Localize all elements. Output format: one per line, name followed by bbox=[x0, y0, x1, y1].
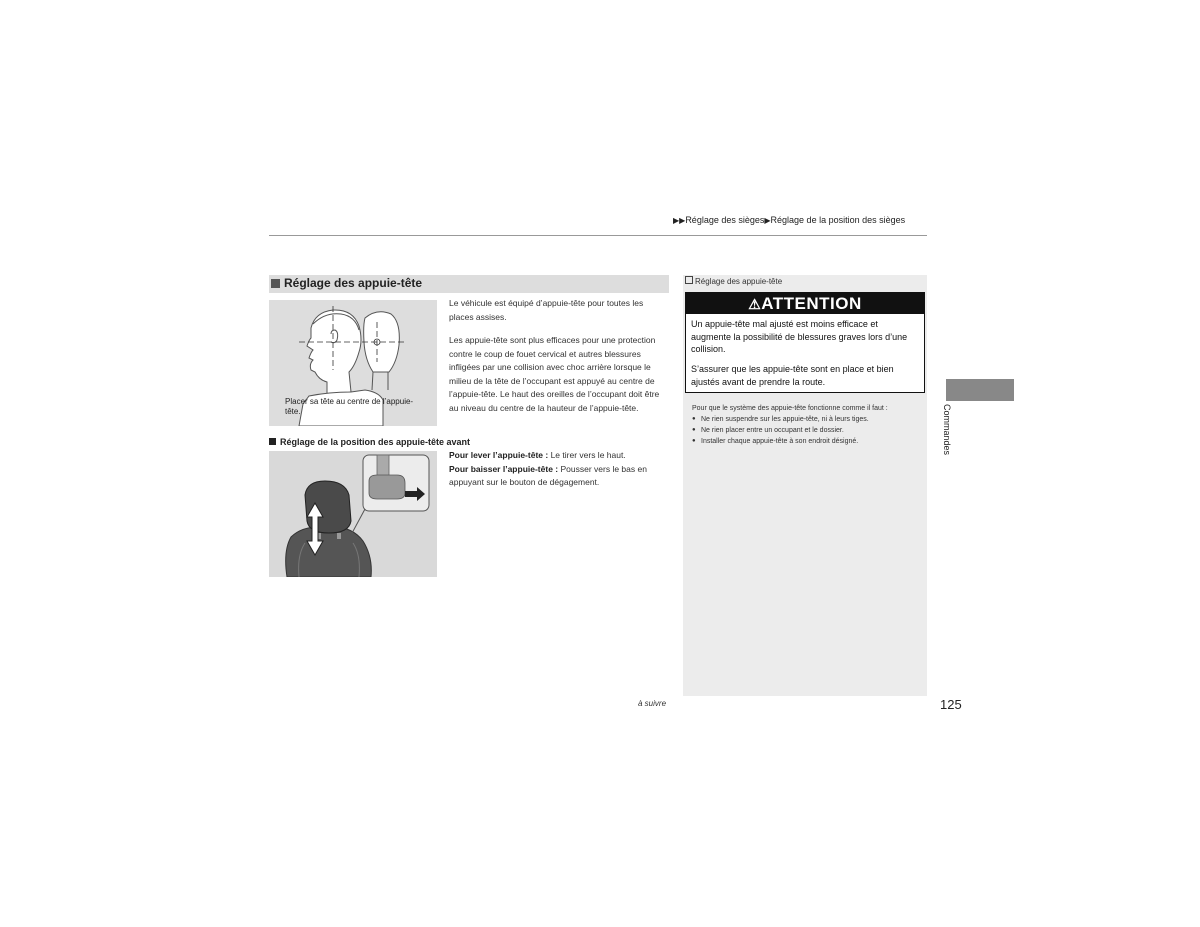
effectiveness-paragraph: Les appuie-tête sont plus efficaces pour une protection contre le coup de fouet cervical et autres blessures infligées par une collision avec choc arrière lorsque le milieu de la tête de l’occupant est appuyé au centre de l’appuie-tête. Le haut des oreilles de l’occupant doit être au niveau du centre de la hauteur de l’appuie-tête. bbox=[449, 335, 660, 413]
breadcrumb-separator: ▶ bbox=[764, 216, 771, 225]
list-item: ● Ne rien placer entre un occupant et le dossier. bbox=[692, 425, 920, 436]
warning-triangle-icon: ⚠ bbox=[748, 296, 762, 312]
side-notes-title bbox=[685, 276, 782, 286]
adjust-instructions bbox=[449, 449, 669, 490]
subsection-square-icon bbox=[269, 438, 276, 445]
chapter-tab[interactable] bbox=[946, 379, 1014, 401]
intro-paragraph: Le véhicule est équipé d’appuie-tête pour toutes les places assises. bbox=[449, 298, 644, 322]
lower-text: Pousser vers le bas en appuyant sur le bouton de dégagement. bbox=[449, 463, 647, 487]
lower-label: Pour baisser l’appuie-tête : bbox=[449, 463, 559, 474]
warning-title: ATTENTION bbox=[761, 294, 862, 313]
section-square-icon bbox=[271, 279, 280, 288]
section-title: Réglage des appuie-tête bbox=[284, 276, 423, 290]
raise-text: Le tirer vers le haut. bbox=[548, 450, 626, 460]
warning-header bbox=[686, 293, 924, 314]
side-notes-body bbox=[692, 403, 920, 447]
raise-label: Pour lever l’appuie-tête : bbox=[449, 450, 549, 460]
headrest-adjust-figure bbox=[269, 451, 437, 577]
warning-box bbox=[685, 292, 925, 393]
page-number: 125 bbox=[940, 697, 962, 712]
figure-caption: Placer sa tête au centre de l’appuie-tête. bbox=[285, 397, 414, 416]
subsection-heading bbox=[269, 437, 470, 447]
side-notes-list bbox=[692, 414, 920, 447]
breadcrumb-item-seat-position[interactable]: Réglage de la position des sièges bbox=[770, 215, 906, 225]
headrest-adjust-illustration bbox=[269, 451, 437, 577]
side-notes-intro: Pour que le système des appuie-tête fonctionne comme il faut : bbox=[692, 405, 888, 412]
continued-note: à suivre bbox=[638, 699, 667, 708]
breadcrumb-item-seats[interactable]: Réglage des sièges bbox=[685, 215, 765, 225]
warning-text-1: Un appuie-tête mal ajusté est moins efficace et augmente la possibilité de blessures graves lors d’une collision. bbox=[691, 319, 908, 354]
list-item: ● Installer chaque appuie-tête à son endroit désigné. bbox=[692, 436, 920, 447]
breadcrumb-arrow: ▶▶ bbox=[673, 216, 686, 225]
chapter-tab-label[interactable]: Commandes bbox=[942, 404, 952, 456]
head-position-figure bbox=[269, 300, 437, 426]
subsection-title: Réglage de la position des appuie-tête avant bbox=[280, 437, 471, 447]
side-notes-title-text: Réglage des appuie-tête bbox=[695, 277, 783, 286]
reference-box-icon bbox=[685, 276, 693, 284]
header-divider bbox=[269, 235, 927, 236]
section-title-bar bbox=[269, 275, 669, 293]
breadcrumb bbox=[673, 215, 905, 225]
warning-text-2: S’assurer que les appuie-tête sont en place et bien ajustés avant de prendre la route. bbox=[691, 364, 894, 387]
list-item: ● Ne rien suspendre sur les appuie-tête, ni à leurs tiges. bbox=[692, 414, 920, 425]
